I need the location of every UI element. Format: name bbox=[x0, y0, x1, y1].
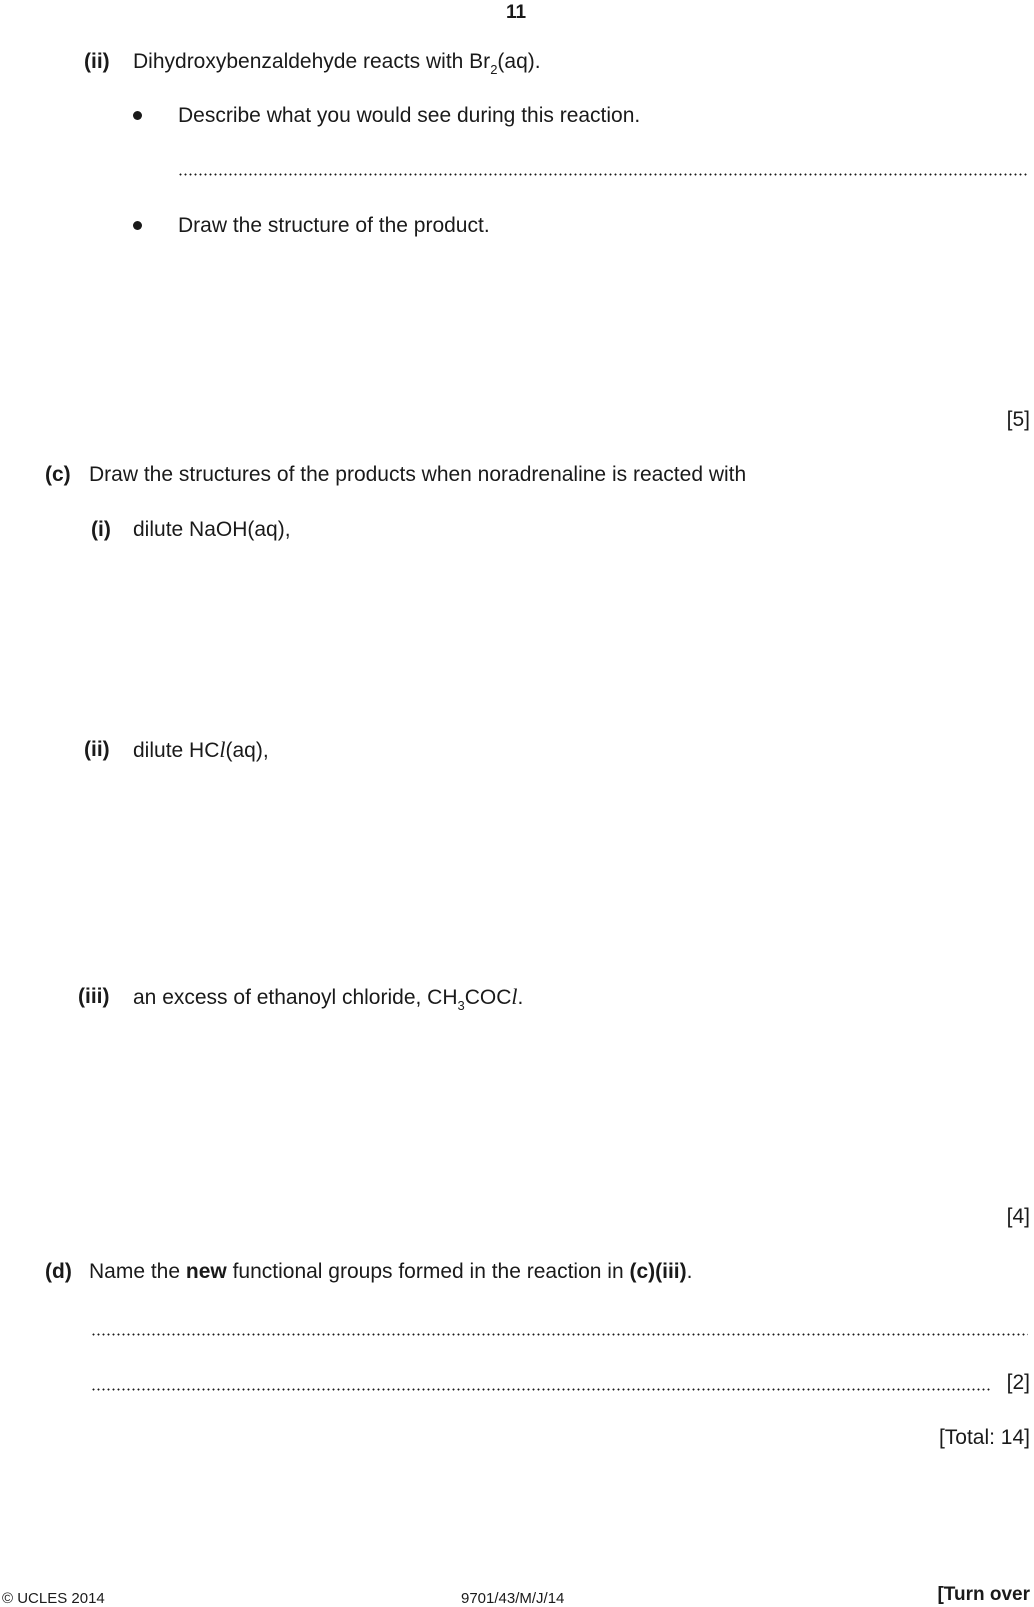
question-text-b-ii bbox=[133, 50, 541, 77]
question-label-d: (d) bbox=[45, 1260, 72, 1283]
total-marks: [Total: 14] bbox=[938, 1426, 1030, 1449]
question-text-c-iii-post: . bbox=[517, 986, 524, 1009]
question-text-c-iii-mid: COC bbox=[464, 986, 512, 1009]
question-text-c: Draw the structures of the products when noradrenaline is reacted with bbox=[89, 463, 747, 486]
marks-b: [5] bbox=[1006, 408, 1030, 431]
marks-d: [2] bbox=[1006, 1371, 1030, 1394]
question-text-b-ii-post: (aq). bbox=[497, 50, 541, 73]
question-text-d bbox=[89, 1261, 692, 1282]
question-label-c: (c) bbox=[45, 463, 71, 486]
chlorine-l-glyph: l bbox=[219, 737, 226, 762]
question-text-c-ii-pre: dilute HC bbox=[133, 739, 220, 762]
subscript-2: 2 bbox=[490, 62, 498, 77]
question-text-d-post: . bbox=[686, 1260, 693, 1283]
footer-copyright: © UCLES 2014 bbox=[2, 1590, 105, 1607]
marks-c: [4] bbox=[1006, 1205, 1030, 1228]
answer-line-functional-groups-2[interactable] bbox=[91, 1388, 991, 1391]
bold-reference: (c)(iii) bbox=[629, 1260, 687, 1283]
question-label-c-iii: (iii) bbox=[78, 985, 110, 1008]
footer-paper-code: 9701/43/M/J/14 bbox=[461, 1590, 565, 1607]
chlorine-l-glyph: l bbox=[511, 984, 518, 1009]
bullet-icon bbox=[133, 221, 142, 230]
subscript-3: 3 bbox=[457, 998, 465, 1013]
question-text-c-ii-post: (aq), bbox=[225, 739, 269, 762]
bullet-icon bbox=[133, 111, 142, 120]
question-text-d-mid: functional groups formed in the reaction in bbox=[226, 1260, 630, 1283]
question-text-c-iii-pre: an excess of ethanoyl chloride, CH bbox=[133, 986, 458, 1009]
footer-turn-over: [Turn over bbox=[937, 1584, 1030, 1605]
bullet-draw-text: Draw the structure of the product. bbox=[178, 214, 490, 237]
question-text-c-iii bbox=[133, 984, 524, 1013]
page-number: 11 bbox=[506, 2, 527, 23]
answer-line-functional-groups-1[interactable] bbox=[91, 1333, 1028, 1336]
bold-word-new: new bbox=[185, 1260, 227, 1283]
question-text-c-i: dilute NaOH(aq), bbox=[133, 518, 291, 541]
answer-line-observation[interactable] bbox=[178, 173, 1028, 176]
question-text-d-pre: Name the bbox=[89, 1260, 186, 1283]
question-text-b-ii-pre: Dihydroxybenzaldehyde reacts with Br bbox=[133, 50, 491, 73]
question-label-b-ii: (ii) bbox=[84, 50, 110, 73]
question-label-c-ii: (ii) bbox=[84, 738, 110, 761]
question-text-c-ii bbox=[133, 739, 269, 761]
question-label-c-i: (i) bbox=[91, 518, 111, 541]
bullet-describe-text: Describe what you would see during this reaction. bbox=[178, 104, 641, 127]
